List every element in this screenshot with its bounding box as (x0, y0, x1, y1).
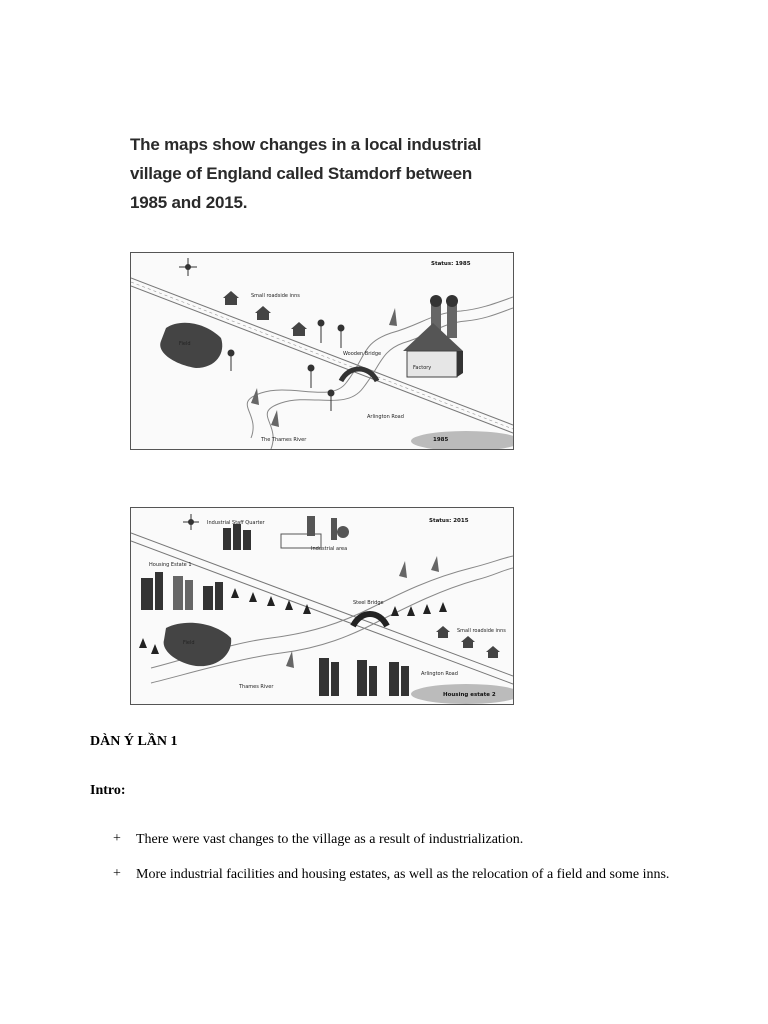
river-label: The Thames River (261, 437, 307, 443)
outline-heading: DÀN Ý LẦN 1 (90, 734, 178, 749)
steel-bridge (353, 614, 387, 626)
inns-label: Small roadside inns (251, 293, 300, 299)
task-title-line: 1985 and 2015. (130, 193, 248, 212)
industrial-area-label: Industrial area (311, 546, 348, 552)
status-label: Status: 1985 (431, 261, 471, 267)
bridge-label: Steel Bridge (353, 600, 384, 606)
map-2015 (130, 507, 514, 705)
field-area (160, 323, 222, 368)
housing-estate-1-label: Housing Estate 1 (149, 562, 192, 568)
staff-quarter-label: Industrial Staff Quarter (207, 520, 265, 526)
inns-label: Small roadside inns (457, 628, 506, 634)
bullet-marker: + (113, 831, 121, 846)
task-title-line: The maps show changes in a local industrial (130, 135, 482, 154)
status-label: Status: 2015 (429, 518, 469, 524)
factory-label: Factory (413, 365, 432, 371)
field-label: Field (179, 341, 191, 347)
task-title (130, 130, 530, 217)
factory-icon (403, 295, 463, 377)
intro-heading: Intro: (90, 783, 126, 798)
housing-estate-2-label: Housing estate 2 (443, 692, 496, 698)
map-2015-drawing (131, 508, 513, 704)
intro-bullet-text: There were vast changes to the village as a result of industrialization. (136, 832, 524, 847)
task-title-line: village of England called Stamdorf between (130, 164, 473, 183)
sailboat-icon (251, 308, 397, 427)
bridge-label: Wooden Bridge (343, 351, 382, 357)
industrial-area-icon (281, 516, 349, 548)
field-area (164, 623, 232, 666)
year-label: 1985 (433, 437, 449, 443)
road-label: Arlington Road (421, 671, 458, 677)
road-label: Arlington Road (367, 414, 404, 420)
wooden-bridge (341, 369, 377, 381)
compass-icon (179, 258, 197, 276)
building-icon (141, 524, 409, 696)
river-label: Thames River (239, 684, 274, 690)
compass-icon (183, 514, 199, 530)
map-1985 (130, 252, 514, 450)
palm-tree-icon (228, 320, 344, 411)
map-1985-drawing (131, 253, 513, 449)
intro-bullet-text: More industrial facilities and housing estates, as well as the relocation of a field and some inns. (136, 867, 670, 882)
bullet-marker: + (113, 866, 121, 881)
field-label: Field (183, 640, 195, 646)
